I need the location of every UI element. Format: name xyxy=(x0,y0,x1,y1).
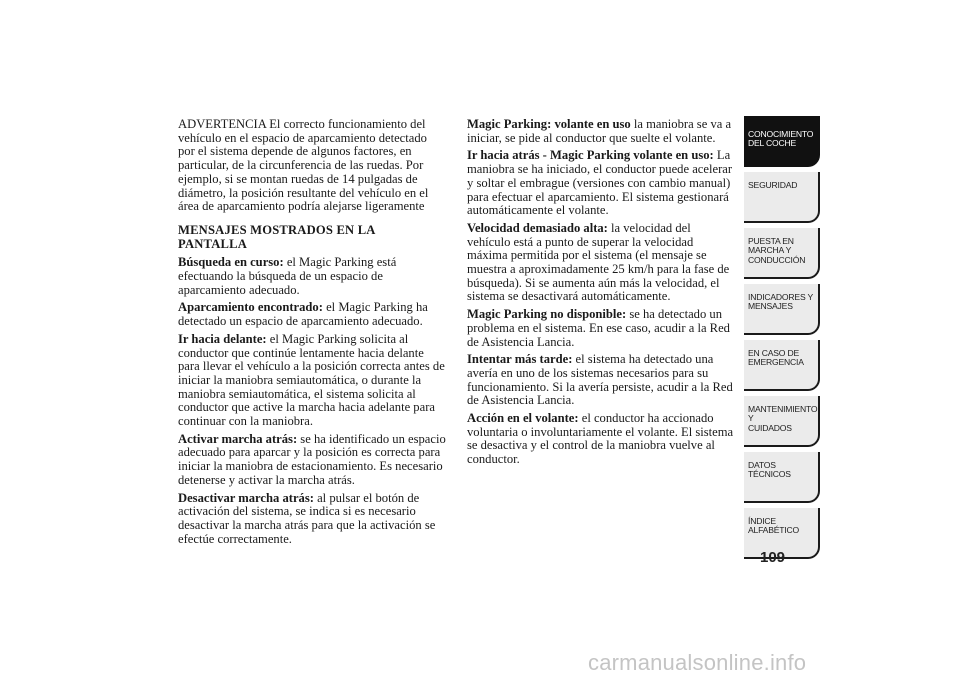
message-entry xyxy=(178,256,446,297)
tab-label: MANTENIMIENTO Y CUIDADOS xyxy=(748,404,818,433)
tab-label: PUESTA EN MARCHA Y CONDUCCIÓN xyxy=(748,236,806,265)
message-term: Activar marcha atrás: xyxy=(178,431,298,446)
tab-label: SEGURIDAD xyxy=(748,180,798,190)
tab-label: INDICADORES Y MENSAJES xyxy=(748,292,814,312)
tab-label: EN CASO DE EMERGENCIA xyxy=(748,348,804,368)
tab-datos-tecnicos[interactable] xyxy=(744,452,820,503)
tab-en-caso-de-emergencia[interactable] xyxy=(744,340,820,391)
message-entry xyxy=(467,118,735,145)
page-number: 109 xyxy=(760,549,786,566)
message-term: Magic Parking no disponible: xyxy=(467,307,627,322)
message-description: al pulsar el botón de activación del sistema, se indica si es necesario desactivar la marcha atrás para que la activación se efectúe correctamente. xyxy=(178,490,436,546)
message-term: Magic Parking: volante en uso xyxy=(467,117,631,131)
tab-indicadores-y-mensajes[interactable] xyxy=(744,284,820,335)
message-entry xyxy=(178,492,446,547)
message-description: el Magic Parking solicita al conductor que continúe lentamente hacia delante para llevar el vehículo a la posición correcta antes de iniciar la maniobra semiautomática, o durante la maniobra semiautomática, el sistema solicita al conductor que active la marcha hacia adelante para continuar con la maniobra. xyxy=(178,331,445,429)
message-description: La maniobra se ha iniciado, el conductor puede acelerar y soltar el embrague (versiones con cambio manual) para efectuar el aparcamiento. El sistema gestionará automáticamente el volante. xyxy=(467,148,733,218)
message-entry xyxy=(467,222,735,304)
tab-puesta-en-marcha[interactable] xyxy=(744,228,820,279)
message-term: Acción en el volante: xyxy=(467,411,579,426)
right-column xyxy=(467,118,735,471)
message-term: Intentar más tarde: xyxy=(467,352,573,367)
message-entry xyxy=(178,301,446,328)
warning-paragraph: ADVERTENCIA El correcto funcionamiento del vehículo en el espacio de aparcamiento detectado por el sistema depende de algunos factores, en particular, de la circunferencia de las ruedas. Por ejemplo, si se montan ruedas de 14 pulgadas de diámetro, la posición resultante del vehículo en el área de aparcamiento podría alejarse ligeramente xyxy=(178,117,429,214)
message-description: la maniobra se va a iniciar, se pide al conductor que suelte el volante. xyxy=(467,117,732,145)
tab-mantenimiento[interactable] xyxy=(744,396,820,447)
tab-label: CONOCIMIENTO DEL COCHE xyxy=(748,129,814,149)
message-entry xyxy=(467,308,735,349)
chapter-tabs xyxy=(744,116,820,564)
tab-label: ÍNDICE ALFABÉTICO xyxy=(748,516,800,536)
message-description: el sistema ha detectado una avería en uno de los sistemas necesarios para su funcionamiento. Si la avería persiste, acudir a la Red de Asistencia Lancia. xyxy=(467,352,733,408)
message-description: el Magic Parking ha detectado un espacio de aparcamiento adecuado. xyxy=(178,300,428,329)
tab-seguridad[interactable] xyxy=(744,172,820,223)
message-entry xyxy=(178,333,446,429)
message-term: Velocidad demasiado alta: xyxy=(467,220,608,235)
message-description: el Magic Parking está efectuando la búsqueda de un espacio de aparcamiento adecuado. xyxy=(178,255,397,297)
message-description: el conductor ha accionado voluntaria o involuntariamente el volante. El sistema se desactiva y el control de la maniobra vuelve al conductor. xyxy=(467,411,734,467)
section-heading: MENSAJES MOSTRADOS EN LA PANTALLA xyxy=(178,222,375,251)
tab-label: DATOS TÉCNICOS xyxy=(748,460,791,480)
tab-conocimiento-del-coche[interactable] xyxy=(744,116,820,167)
message-term: Búsqueda en curso: xyxy=(178,255,284,270)
message-entry xyxy=(467,353,735,408)
message-term: Aparcamiento encontrado: xyxy=(178,300,323,315)
message-description: se ha detectado un problema en el sistema. En ese caso, acudir a la Red de Asistencia Lancia. xyxy=(467,307,730,349)
message-term: Ir hacia atrás - Magic Parking volante en uso: xyxy=(467,148,714,163)
message-term: Desactivar marcha atrás: xyxy=(178,490,314,505)
left-column xyxy=(178,118,446,550)
watermark: carmanualsonline.info xyxy=(588,650,807,675)
message-entry xyxy=(467,149,735,218)
message-description: se ha identificado un espacio adecuado para aparcar y la posición es correcta para iniciar la maniobra de estacionamiento. Es necesario detenerse y activar la marcha atrás. xyxy=(178,431,446,487)
message-entry xyxy=(178,433,446,488)
message-entry xyxy=(467,412,735,467)
message-term: Ir hacia delante: xyxy=(178,331,267,346)
message-description: la velocidad del vehículo está a punto de superar la velocidad máxima permitida por el sistema (el mensaje se muestra a aproximadamente 25 km/h para la fase de búsqueda). Si se aumenta aún más la velocidad, el sistema se desactivará automáticamente. xyxy=(467,220,730,304)
